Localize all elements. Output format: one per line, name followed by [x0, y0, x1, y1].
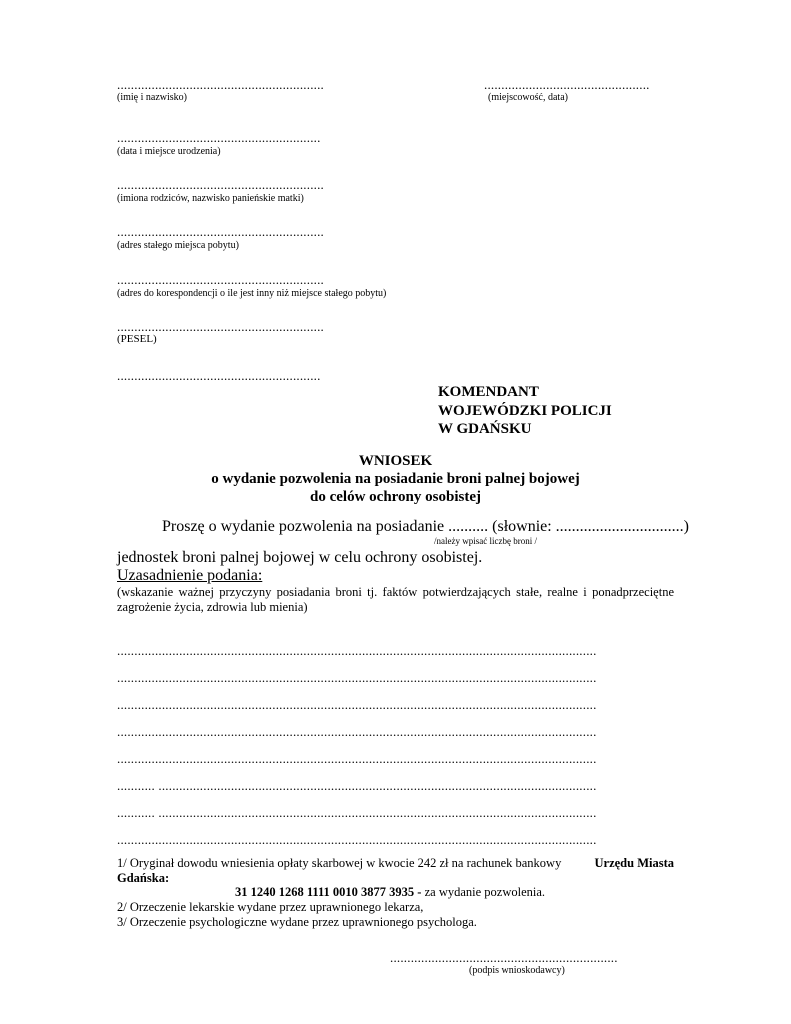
correspondence-field-line[interactable]: ............................................................ [117, 272, 324, 287]
justification-line-4[interactable]: ........................................................................................................................................... [117, 724, 597, 739]
justification-line-3[interactable]: ........................................................................................................................................... [117, 697, 597, 712]
addressee-line-1: KOMENDANT [438, 384, 539, 400]
attachment-item-1 [117, 856, 674, 871]
justification-line-6[interactable]: ........... ............................................................................................................................... [117, 778, 597, 793]
address-field-line[interactable]: ............................................................ [117, 224, 324, 239]
document-subtitle-2: do celów ochrony osobistej [310, 489, 481, 505]
addressee-line-2: WOJEWÓDZKI POLICJI [438, 403, 612, 419]
justification-line-1[interactable]: ........................................................................................................................................... [117, 643, 597, 658]
bank-account [235, 885, 545, 900]
request-note: /należy wpisać liczbę broni / [434, 536, 537, 546]
address-field-label: (adres stałego miejsca pobytu) [117, 240, 239, 251]
pesel-field-line[interactable]: ............................................................ [117, 319, 324, 334]
birth-field-label: (data i miejsce urodzenia) [117, 146, 221, 157]
correspondence-field-label: (adres do korespondencji o ile jest inny niż miejsce stałego pobytu) [117, 288, 387, 299]
addressee-line-3: W GDAŃSKU [438, 421, 532, 437]
signature-line[interactable]: .................................................................. [390, 950, 618, 965]
justification-hint-2: zagrożenie życia, zdrowia lub mienia) [117, 600, 308, 614]
name-field-label: (imię i nazwisko) [117, 92, 187, 103]
document-subtitle-1: o wydanie pozwolenia na posiadanie broni palnej bojowej [211, 471, 580, 487]
name-field-line[interactable]: ............................................................ [117, 77, 324, 92]
request-continuation: jednostek broni palnej bojowej w celu ochrony osobistej. [117, 549, 483, 566]
justification-line-2[interactable]: ........................................................................................................................................... [117, 670, 597, 685]
justification-hint-1: (wskazanie ważnej przyczyny posiadania broni tj. faktów potwierdzających stałe, realne i ponadprzeciętne [117, 585, 674, 599]
justification-line-5[interactable]: ........................................................................................................................................... [117, 751, 597, 766]
parents-field-line[interactable]: ............................................................ [117, 177, 324, 192]
justification-line-8[interactable]: ........................................................................................................................................... [117, 832, 597, 847]
parents-field-label: (imiona rodziców, nazwisko panieńskie matki) [117, 193, 304, 204]
attachment-item-2: 2/ Orzeczenie lekarskie wydane przez uprawnionego lekarza, [117, 900, 424, 914]
attachment-item-1-recipient: Urzędu Miasta [594, 856, 674, 870]
justification-heading: Uzasadnienie podania: [117, 567, 263, 584]
extra-field-line[interactable]: ........................................................... [117, 368, 321, 383]
pesel-field-label: (PESEL) [117, 333, 157, 345]
place-date-field-line[interactable]: ................................................ [484, 77, 650, 92]
place-date-field-label: (miejscowość, data) [488, 92, 568, 103]
attachment-item-1-text: 1/ Oryginał dowodu wniesienia opłaty skarbowej w kwocie 242 zł na rachunek bankowy [117, 856, 562, 870]
attachment-item-1-recipient-cont: Gdańska: [117, 871, 170, 885]
bank-account-number: 31 1240 1268 1111 0010 3877 3935 - [235, 885, 422, 899]
document-title: WNIOSEK [358, 453, 433, 469]
signature-label: (podpis wnioskodawcy) [469, 965, 565, 976]
justification-line-7[interactable]: ........... ............................................................................................................................... [117, 805, 597, 820]
request-sentence[interactable]: Proszę o wydanie pozwolenia na posiadanie .......... (słownie: ................................) [162, 518, 690, 535]
bank-account-purpose: za wydanie pozwolenia. [424, 885, 546, 899]
birth-field-line[interactable]: ........................................................... [117, 130, 321, 145]
attachment-item-3: 3/ Orzeczenie psychologiczne wydane przez uprawnionego psychologa. [117, 915, 477, 929]
